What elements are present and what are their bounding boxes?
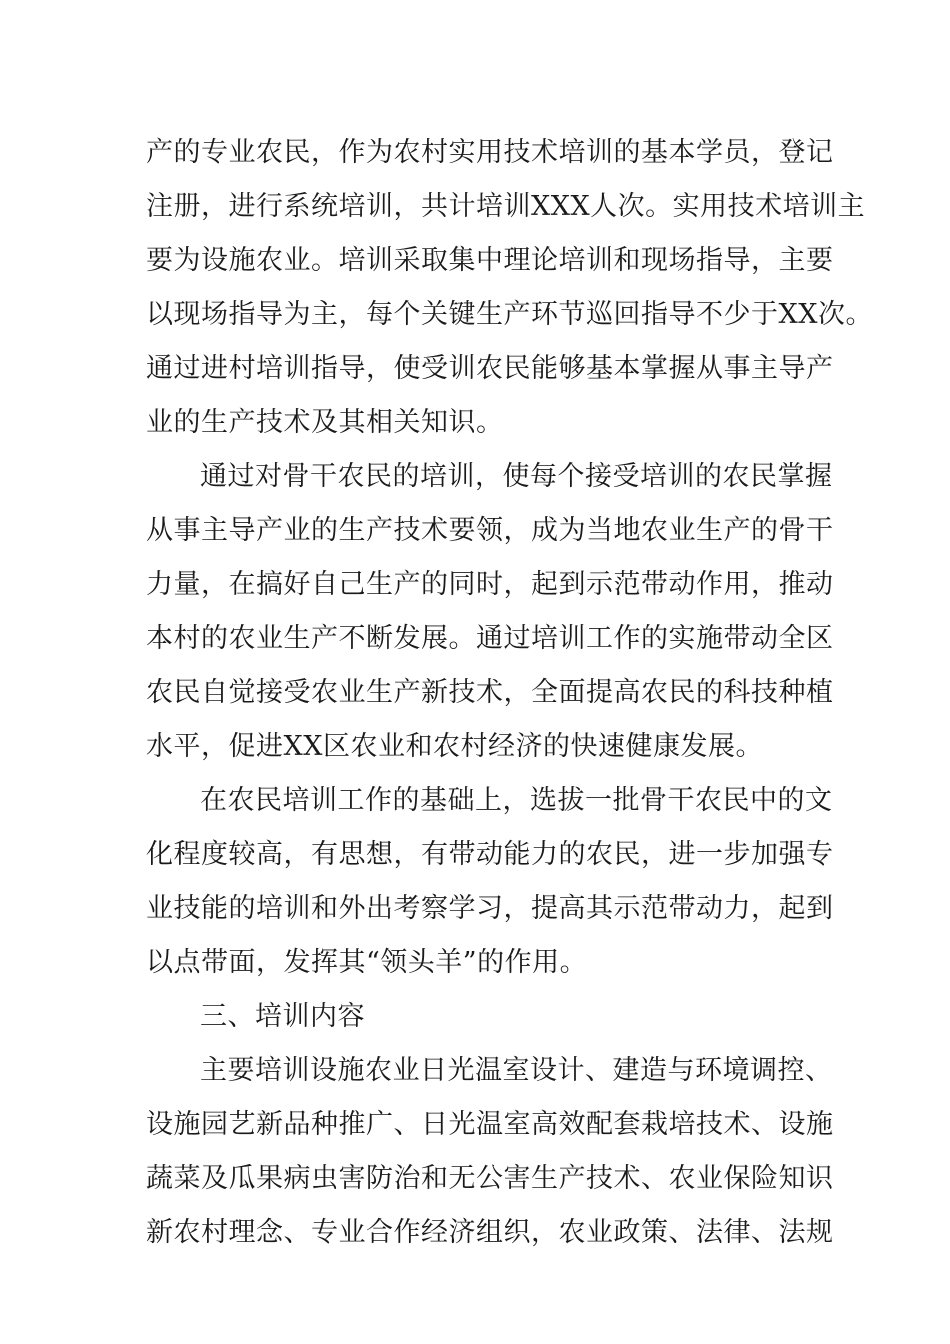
text-line: 业的生产技术及其相关知识。: [146, 407, 504, 438]
text-line: 以现场指导为主，每个关键生产环节巡回指导不少于XX次。: [146, 299, 873, 330]
text-line: 农民自觉接受农业生产新技术，全面提高农民的科技种植: [146, 677, 834, 708]
document-body: [146, 126, 873, 1260]
text-line: 在农民培训工作的基础上，选拔一批骨干农民中的文: [200, 785, 833, 816]
text-line: 本村的农业生产不断发展。通过培训工作的实施带动全区: [146, 623, 834, 654]
text-line: 产的专业农民，作为农村实用技术培训的基本学员，登记: [146, 137, 834, 168]
text-line: 蔬菜及瓜果病虫害防治和无公害生产技术、农业保险知识: [146, 1163, 834, 1194]
text-line: 以点带面，发挥其“领头羊”的作用。: [146, 947, 588, 978]
text-line: 通过对骨干农民的培训，使每个接受培训的农民掌握: [200, 461, 833, 492]
text-line: 业技能的培训和外出考察学习，提高其示范带动力，起到: [146, 893, 834, 924]
text-line: 通过进村培训指导，使受训农民能够基本掌握从事主导产: [146, 353, 834, 384]
text-line: 注册，进行系统培训，共计培训XXX人次。实用技术培训主: [146, 191, 866, 222]
text-line: 设施园艺新品种推广、日光温室高效配套栽培技术、设施: [146, 1109, 834, 1140]
text-line: 要为设施农业。培训采取集中理论培训和现场指导，主要: [146, 245, 834, 276]
text-line: 水平，促进XX区农业和农村经济的快速健康发展。: [146, 731, 763, 762]
text-line: 三、培训内容: [200, 1001, 365, 1032]
text-line: 从事主导产业的生产技术要领，成为当地农业生产的骨干: [146, 515, 834, 546]
text-line: 新农村理念、专业合作经济组织，农业政策、法律、法规: [146, 1217, 834, 1248]
text-line: 力量，在搞好自己生产的同时，起到示范带动作用，推动: [146, 569, 834, 600]
text-line: 主要培训设施农业日光温室设计、建造与环境调控、: [200, 1055, 833, 1086]
text-line: 化程度较高，有思想，有带动能力的农民，进一步加强专: [146, 839, 834, 870]
